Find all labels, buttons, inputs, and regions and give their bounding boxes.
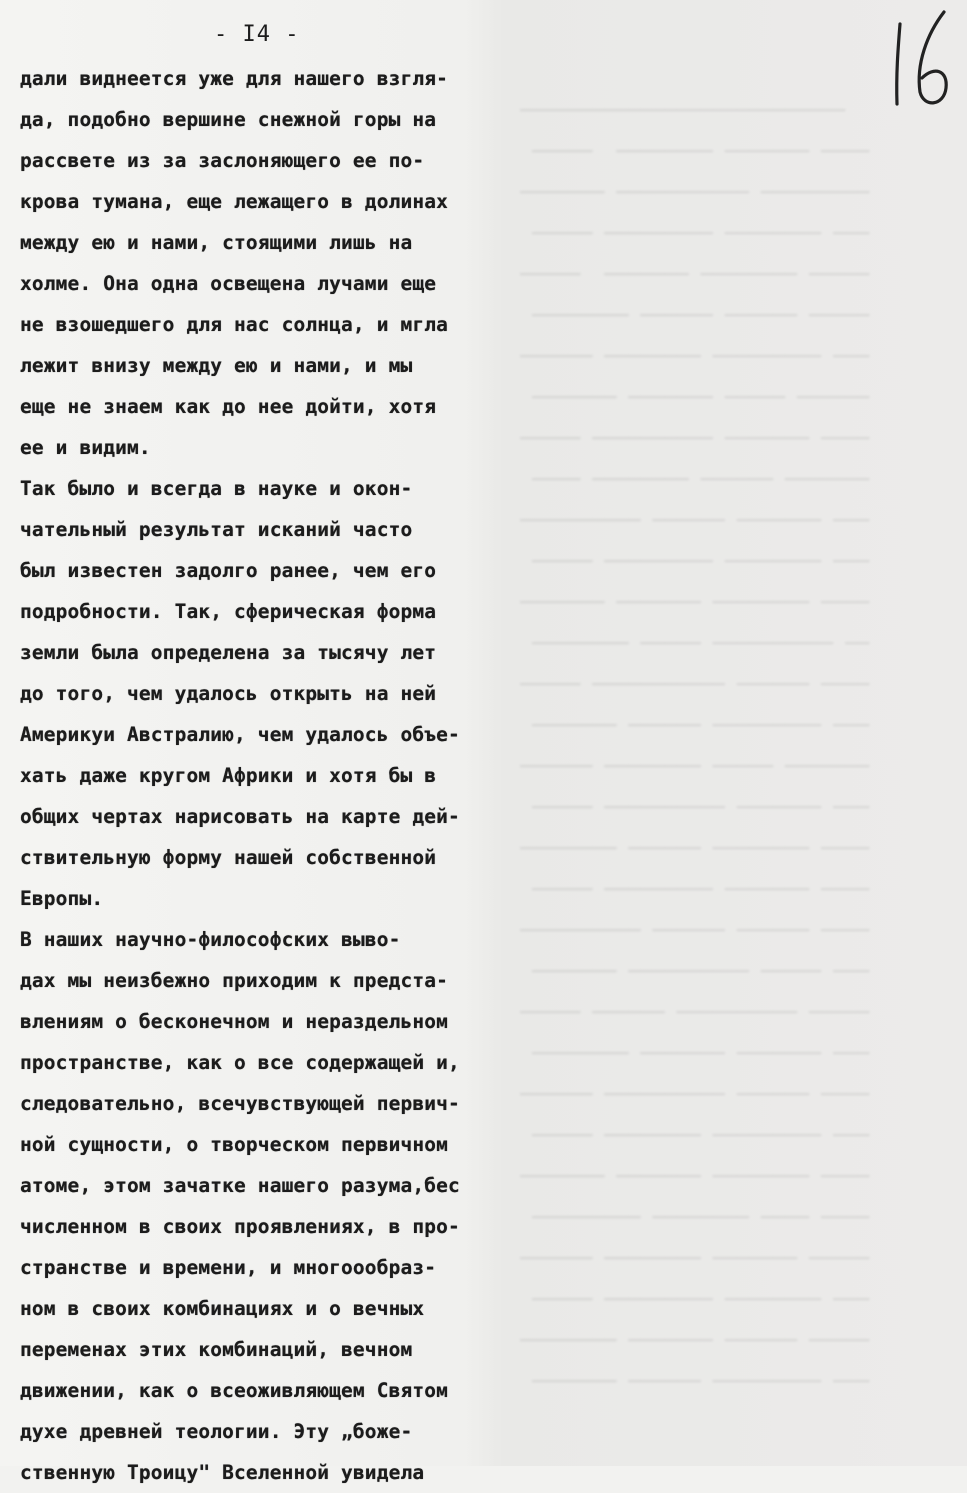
body-text — [20, 58, 520, 1493]
text-line: не взошедшего для нас солнца, и мгла — [20, 313, 449, 336]
text-line: ной сущности, о творческом первичном — [20, 1133, 449, 1156]
text-line: еще не знаем как до нее дойти, хотя — [20, 395, 437, 418]
text-line: чательный результат исканий часто — [20, 518, 413, 541]
text-line: лежит внизу между ею и нами, и мы — [20, 354, 413, 377]
text-line: ном в своих комбинациях и о вечных — [20, 1297, 425, 1320]
text-line: дах мы неизбежно приходим к предста- — [20, 969, 449, 992]
text-line: следовательно, всечувствующей первич- — [20, 1092, 460, 1115]
text-line: общих чертах нарисовать на карте дей- — [20, 805, 460, 828]
text-line: был известен задолго ранее, чем его — [20, 559, 437, 582]
show-through-texture: ─────────────────────────── ───── ──────── ─────── ──── ─────── ─────────── ───────── ───── ───────── ──────── ─── ───── ─────── ──────── ───── ──────── ────── ────── ───── ────── ──────── ───────── ─── ─────── ─────── ───── ────── ───── ────────── ─────── ──── ──── ──────── ────── ─────── ────────── ────── ─────── ─── ───── ───────── ──────── ─── ─────── ─────── ──────── ──── ──────── ───── ────────── ── ───── ─────────── ────── ──── ─────── ────── ───────── ─── ────── ──────── ───── ─────── ───── ────────── ─────── ─── ──────── ────── ──────── ──── ───── ───────── ─────── ──── ────────── ────── ────── ──── ─────── ────────── ───── ─── ───── ────── ────────── ───── ──────── ─────── ─────── ─── ────── ────────── ────── ──── ───── ──────── ───────── ─── ─────── ─────── ──────── ──── ───────── ──────── ──── ──── ────── ──────── ─────── ───── ───── ───────── ──────── ─── ──────── ─────── ────── ───── ─────── ────── ───────── ─── — [520, 98, 870, 1393]
handwritten-folio-number — [882, 4, 962, 114]
page-number: - I4 - — [214, 22, 300, 47]
text-line: численном в своих проявлениях, в про- — [20, 1215, 460, 1238]
text-line: переменах этих комбинаций, вечном — [20, 1338, 413, 1361]
text-line: атоме, этом зачатке нашего разума,бес — [20, 1174, 460, 1197]
text-line: странстве и времени, и многоообраз- — [20, 1256, 437, 1279]
text-line: дали виднеется уже для нашего взгля- — [20, 67, 449, 90]
text-line: Америкуи Австралию, чем удалось объе- — [20, 723, 460, 746]
text-line: рассвете из за заслоняющего ее по- — [20, 149, 425, 172]
text-line: до того, чем удалось открыть на ней — [20, 682, 437, 705]
text-line: влениям о бесконечном и нераздельном — [20, 1010, 449, 1033]
text-line: холме. Она одна освещена лучами еще — [20, 272, 437, 295]
text-line: хать даже кругом Африки и хотя бы в — [20, 764, 437, 787]
text-line: ее и видим. — [20, 436, 151, 459]
text-line: движении, как о всеоживляющем Святом — [20, 1379, 449, 1402]
text-line: В наших научно-философских выво- — [20, 928, 401, 951]
text-line: пространстве, как о все содержащей и, — [20, 1051, 460, 1074]
text-line: ствительную форму нашей собственной — [20, 846, 437, 869]
text-line: да, подобно вершине снежной горы на — [20, 108, 437, 131]
text-line: крова тумана, еще лежащего в долинах — [20, 190, 449, 213]
text-line: подробности. Так, сферическая форма — [20, 600, 437, 623]
handwritten-folio-number-drawing — [882, 4, 962, 114]
text-line: земли была определена за тысячу лет — [20, 641, 437, 664]
text-line: духе древней теологии. Эту „боже- — [20, 1420, 413, 1443]
text-line: между ею и нами, стоящими лишь на — [20, 231, 413, 254]
text-line: Европы. — [20, 887, 104, 910]
text-line: ственную Троицу" Вселенной увидела — [20, 1461, 425, 1484]
text-line: Так было и всегда в науке и окон- — [20, 477, 413, 500]
